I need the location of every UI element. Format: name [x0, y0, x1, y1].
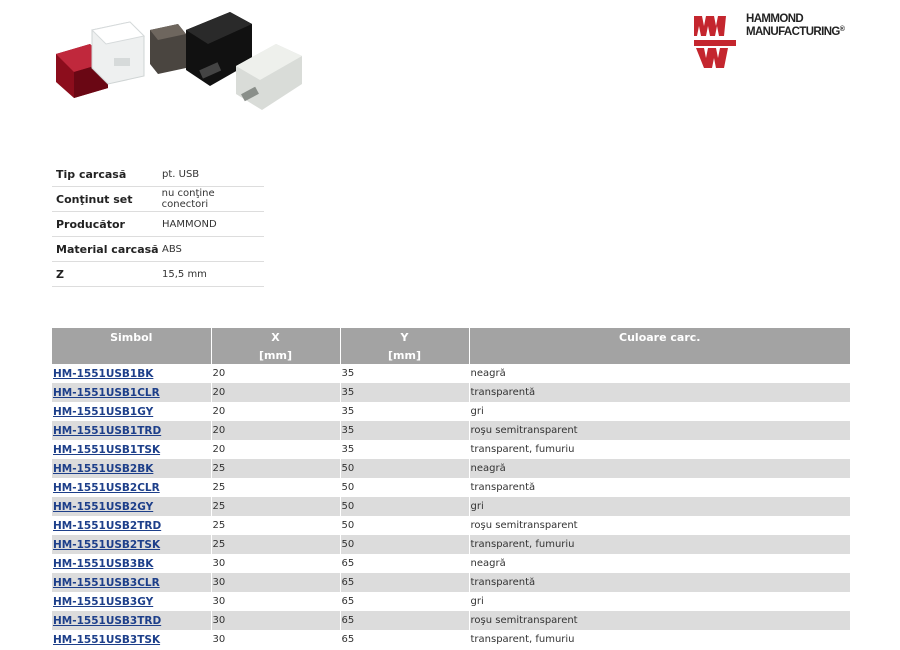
cell-x: 20 — [211, 402, 340, 421]
cell-x: 20 — [211, 440, 340, 459]
cell-symbol — [52, 440, 211, 459]
cell-color: neagră — [469, 459, 850, 478]
product-link[interactable]: HM-1551USB2BK — [53, 462, 154, 475]
cell-x: 25 — [211, 497, 340, 516]
product-link[interactable]: HM-1551USB2TSK — [53, 538, 161, 551]
cell-y: 35 — [340, 402, 469, 421]
unit-color — [469, 346, 850, 364]
cell-color: transparentă — [469, 573, 850, 592]
table-row — [52, 554, 850, 573]
cell-x: 25 — [211, 516, 340, 535]
table-row — [52, 364, 850, 383]
cell-color: transparent, fumuriu — [469, 630, 850, 649]
cell-symbol — [52, 592, 211, 611]
table-row — [52, 402, 850, 421]
cell-symbol — [52, 383, 211, 402]
cell-color: gri — [469, 592, 850, 611]
spec-value: 15,5 mm — [162, 268, 207, 280]
spec-value: ABS — [162, 243, 182, 255]
spec-label: Producător — [56, 217, 125, 231]
cell-symbol — [52, 497, 211, 516]
cell-symbol — [52, 554, 211, 573]
hammond-logo — [692, 12, 857, 72]
cell-symbol — [52, 611, 211, 630]
cell-x: 20 — [211, 364, 340, 383]
cell-y: 35 — [340, 421, 469, 440]
product-link[interactable]: HM-1551USB1TSK — [53, 443, 161, 456]
spec-value: pt. USB — [162, 168, 200, 180]
logo-text-manufacturing: MANUFACTURING — [746, 26, 840, 38]
table-row — [52, 383, 850, 402]
cell-x: 30 — [211, 573, 340, 592]
product-link[interactable]: HM-1551USB1TRD — [53, 424, 162, 437]
unit-y: [mm] — [340, 346, 469, 364]
hammond-logo-mark — [692, 12, 738, 70]
cell-color: roşu semitransparent — [469, 611, 850, 630]
product-link[interactable]: HM-1551USB3BK — [53, 557, 154, 570]
table-row — [52, 497, 850, 516]
cell-symbol — [52, 421, 211, 440]
cell-color: transparent, fumuriu — [469, 535, 850, 554]
clear-enclosure-image — [92, 22, 144, 84]
logo-text-line2 — [746, 26, 844, 38]
spec-row — [52, 237, 264, 262]
column-header-color[interactable]: Culoare carc. — [469, 328, 850, 346]
logo-text-line1: HAMMOND — [746, 13, 804, 25]
cell-color: neagră — [469, 554, 850, 573]
product-link[interactable]: HM-1551USB1BK — [53, 367, 154, 380]
cell-x: 30 — [211, 554, 340, 573]
table-row — [52, 630, 850, 649]
unit-symbol — [52, 346, 211, 364]
cell-x: 30 — [211, 630, 340, 649]
cell-y: 50 — [340, 497, 469, 516]
product-link[interactable]: HM-1551USB2CLR — [53, 481, 160, 494]
cell-symbol — [52, 535, 211, 554]
cell-color: roşu semitransparent — [469, 516, 850, 535]
cell-y: 50 — [340, 478, 469, 497]
product-link[interactable]: HM-1551USB3GY — [53, 595, 154, 608]
table-row — [52, 535, 850, 554]
column-header-y[interactable]: Y — [340, 328, 469, 346]
spec-label: Tip carcasă — [56, 167, 127, 181]
cell-y: 65 — [340, 573, 469, 592]
cell-symbol — [52, 459, 211, 478]
cell-x: 25 — [211, 535, 340, 554]
spec-label: Z — [56, 267, 64, 281]
cell-color: neagră — [469, 364, 850, 383]
cell-y: 65 — [340, 611, 469, 630]
cell-y: 35 — [340, 440, 469, 459]
cell-symbol — [52, 478, 211, 497]
cell-x: 30 — [211, 592, 340, 611]
smoke-enclosure-image — [150, 24, 186, 74]
product-link[interactable]: HM-1551USB1CLR — [53, 386, 160, 399]
table-row — [52, 611, 850, 630]
cell-symbol — [52, 516, 211, 535]
unit-x: [mm] — [211, 346, 340, 364]
cell-x: 25 — [211, 459, 340, 478]
table-row — [52, 516, 850, 535]
registered-mark: ® — [839, 26, 845, 33]
table-row — [52, 592, 850, 611]
spec-label: Material carcasă — [56, 242, 159, 256]
product-link[interactable]: HM-1551USB3TRD — [53, 614, 162, 627]
spec-value: nu conţine conectori — [161, 188, 215, 210]
spec-row — [52, 212, 264, 237]
column-header-x[interactable]: X — [211, 328, 340, 346]
cell-y: 35 — [340, 364, 469, 383]
cell-x: 20 — [211, 383, 340, 402]
spec-row — [52, 262, 264, 287]
spec-label: Conţinut set — [56, 192, 133, 206]
cell-color: gri — [469, 497, 850, 516]
cell-color: gri — [469, 402, 850, 421]
cell-symbol — [52, 573, 211, 592]
product-link[interactable]: HM-1551USB3TSK — [53, 633, 161, 646]
table-row — [52, 459, 850, 478]
product-image — [50, 10, 310, 115]
cell-color: transparent, fumuriu — [469, 440, 850, 459]
table-row — [52, 478, 850, 497]
cell-x: 25 — [211, 478, 340, 497]
product-link[interactable]: HM-1551USB1GY — [53, 405, 154, 418]
cell-y: 50 — [340, 459, 469, 478]
cell-color: roşu semitransparent — [469, 421, 850, 440]
cell-y: 65 — [340, 630, 469, 649]
spec-row — [52, 187, 264, 212]
cell-symbol — [52, 364, 211, 383]
table-row — [52, 421, 850, 440]
table-units-row — [52, 346, 850, 364]
column-header-symbol[interactable]: Simbol — [52, 328, 211, 346]
table-row — [52, 440, 850, 459]
cell-symbol — [52, 630, 211, 649]
cell-y: 50 — [340, 516, 469, 535]
cell-y: 65 — [340, 554, 469, 573]
product-link[interactable]: HM-1551USB2TRD — [53, 519, 162, 532]
cell-y: 65 — [340, 592, 469, 611]
cell-y: 35 — [340, 383, 469, 402]
cell-color: transparentă — [469, 383, 850, 402]
table-row — [52, 573, 850, 592]
cell-color: transparentă — [469, 478, 850, 497]
product-link[interactable]: HM-1551USB3CLR — [53, 576, 160, 589]
cell-x: 30 — [211, 611, 340, 630]
cell-y: 50 — [340, 535, 469, 554]
spec-row — [52, 162, 264, 187]
cell-x: 20 — [211, 421, 340, 440]
product-table — [52, 328, 850, 649]
spec-table — [52, 162, 264, 287]
spec-value: HAMMOND — [162, 218, 217, 230]
cell-symbol — [52, 402, 211, 421]
table-header-row — [52, 328, 850, 346]
product-link[interactable]: HM-1551USB2GY — [53, 500, 154, 513]
